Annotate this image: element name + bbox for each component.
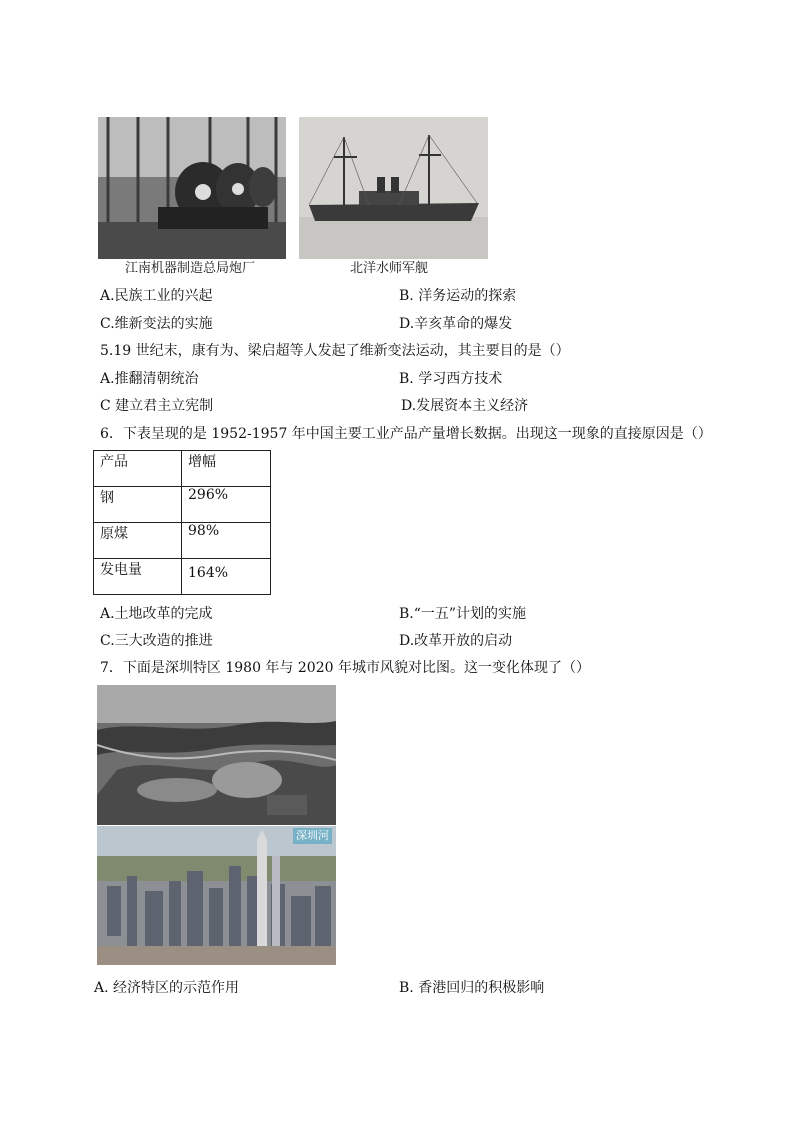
warship-caption: 北洋水师军舰 [350, 261, 429, 276]
q7-option-b: B. 香港回归的积极影响 [399, 980, 545, 996]
warship-photo [299, 117, 488, 259]
shenzhen-2020-photo [97, 826, 336, 965]
q5-option-b: B. 学习西方技术 [399, 371, 503, 387]
q4-option-b: B. 洋务运动的探索 [399, 288, 517, 304]
shenzhen-1980-photo [97, 685, 336, 825]
table-cell: 原煤 [94, 523, 182, 559]
q5-option-a: A.推翻清朝统治 [100, 371, 199, 387]
table-header: 产品 [94, 451, 182, 487]
q4-option-d: D.辛亥革命的爆发 [399, 316, 513, 332]
q4-option-a: A.民族工业的兴起 [100, 288, 213, 304]
q4-option-c: C.维新变法的实施 [100, 316, 213, 332]
table-header-row [94, 451, 271, 487]
q6-option-a: A.土地改革的完成 [100, 606, 213, 622]
table-row [94, 487, 271, 523]
table-row [94, 523, 271, 559]
q6-question: 6．下表呈现的是 1952-1957 年中国主要工业产品产量增长数据。出现这一现象的直接原因是（） [100, 426, 712, 442]
q6-option-d: D.改革开放的启动 [399, 633, 513, 649]
table-cell: 发电量 [94, 559, 182, 595]
production-growth-table [93, 450, 271, 595]
shenzhen-river-label: 深圳河 [293, 828, 332, 844]
table-cell: 164% [182, 559, 271, 595]
q7-question: 7．下面是深圳特区 1980 年与 2020 年城市风貌对比图。这一变化体现了（） [100, 660, 590, 676]
q7-option-a: A. 经济特区的示范作用 [94, 980, 240, 996]
table-cell: 296% [182, 487, 271, 523]
q5-option-d: D.发展资本主义经济 [401, 398, 529, 414]
factory-caption: 江南机器制造总局炮厂 [125, 261, 256, 276]
table-header: 增幅 [182, 451, 271, 487]
factory-photo [98, 117, 286, 259]
table-cell: 98% [182, 523, 271, 559]
q6-option-b: B.“一五”计划的实施 [399, 606, 527, 622]
q5-question: 5.19 世纪末，康有为、梁启超等人发起了维新变法运动，其主要目的是（） [100, 343, 570, 359]
table-cell: 钢 [94, 487, 182, 523]
q5-option-c: C 建立君主立宪制 [100, 398, 214, 414]
q6-option-c: C.三大改造的推进 [100, 633, 213, 649]
table-row [94, 559, 271, 595]
